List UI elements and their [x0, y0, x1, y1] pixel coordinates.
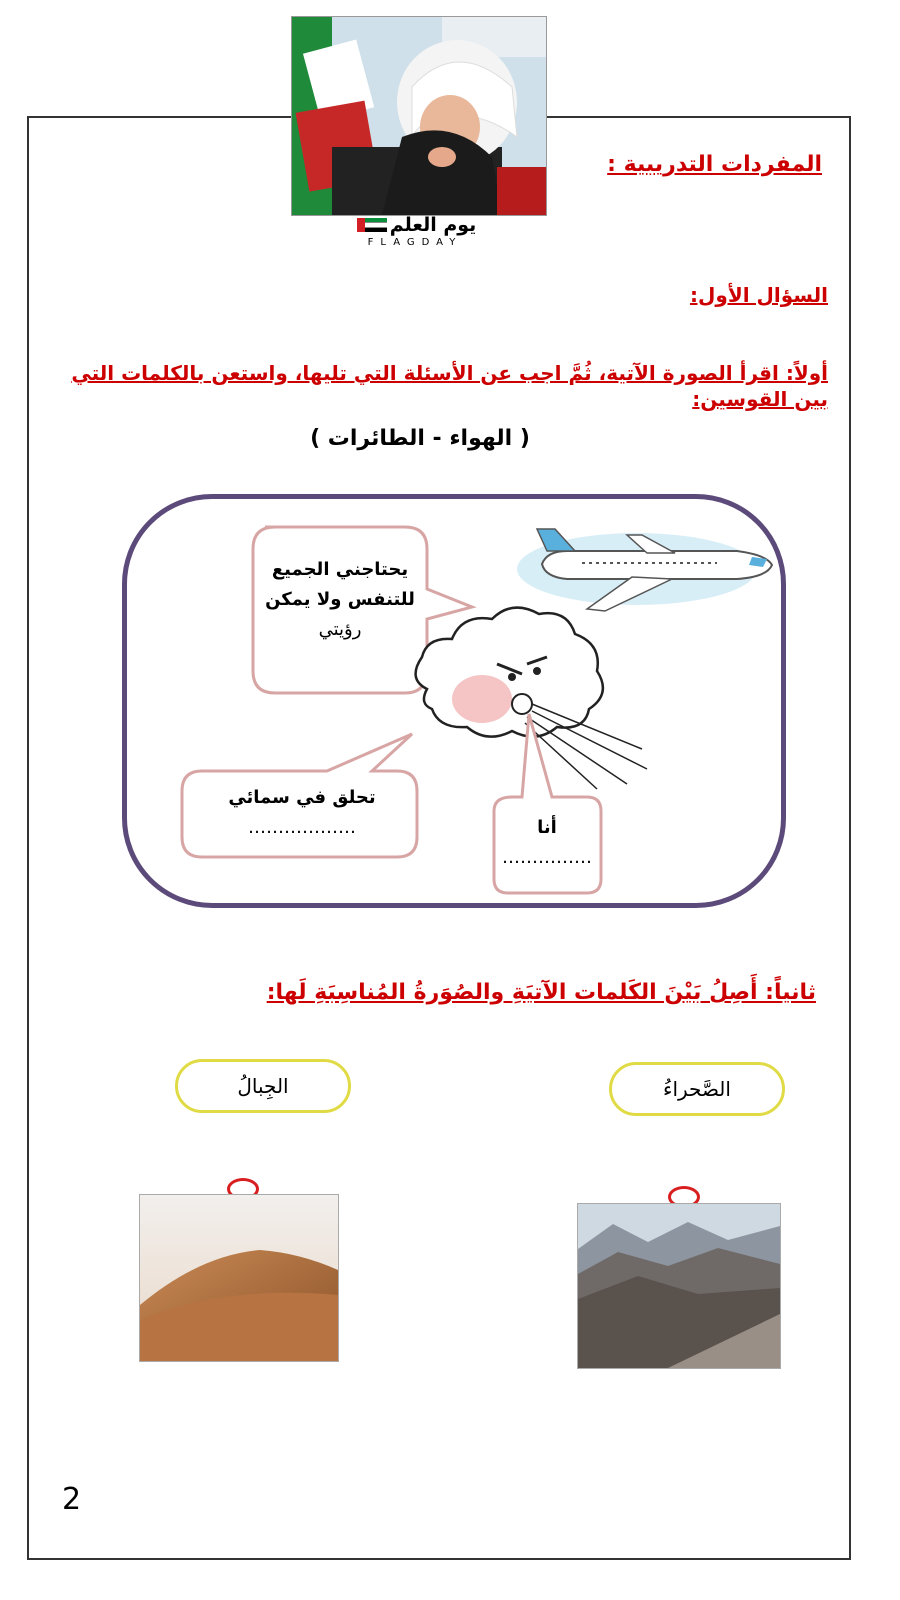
question1-title: السؤال الأول:	[690, 283, 828, 307]
page-number: 2	[62, 1482, 82, 1517]
airplane-icon	[517, 529, 772, 611]
logo-arabic: يوم العلم	[389, 214, 477, 236]
desert-photo	[139, 1194, 339, 1362]
bubble-air-line3: رؤيتي	[318, 619, 362, 640]
mountains-photo	[577, 1203, 781, 1369]
logo-english: FLAGDAY	[367, 237, 463, 248]
bubble-me-line1: أنا	[537, 817, 557, 838]
vocab-title: المفردات التدريبية :	[607, 152, 822, 177]
header-photo	[291, 16, 547, 216]
word-label-desert[interactable]: الصَّحراءُ	[609, 1062, 785, 1116]
word-bank: ( الهواء - الطائرات )	[310, 426, 530, 451]
bubble-me-blank[interactable]: ……………	[502, 847, 592, 868]
bubble-plane-text	[197, 783, 407, 843]
uae-flag-icon	[357, 218, 387, 232]
question2-title: ثانياً: أَصِلُ بَيْنَ الكَلمات الآتيَةِ والصُوَرةُ المُناسِبَةِ لَها:	[266, 980, 816, 1005]
bubble-air-line2: للتنفس ولا يمكن	[265, 589, 415, 610]
bubble-plane-line1: تحلق في سمائي	[228, 787, 376, 808]
scene-box	[122, 494, 786, 908]
bubble-me-text	[499, 813, 595, 873]
bubble-plane-blank[interactable]: ………………	[248, 817, 356, 838]
bubble-air-text	[265, 555, 415, 645]
word-label-mountains[interactable]: الجِبالُ	[175, 1059, 351, 1113]
bubble-air-line1: يحتاجني الجميع	[271, 559, 409, 580]
flagday-logo	[340, 214, 490, 252]
question1-instruction: أولاً: اقرأ الصورة الآتية، ثُمَّ اجب عن الأسئلة التي تليها، واستعن بالكلمات التي بين القوسين:	[71, 361, 828, 411]
